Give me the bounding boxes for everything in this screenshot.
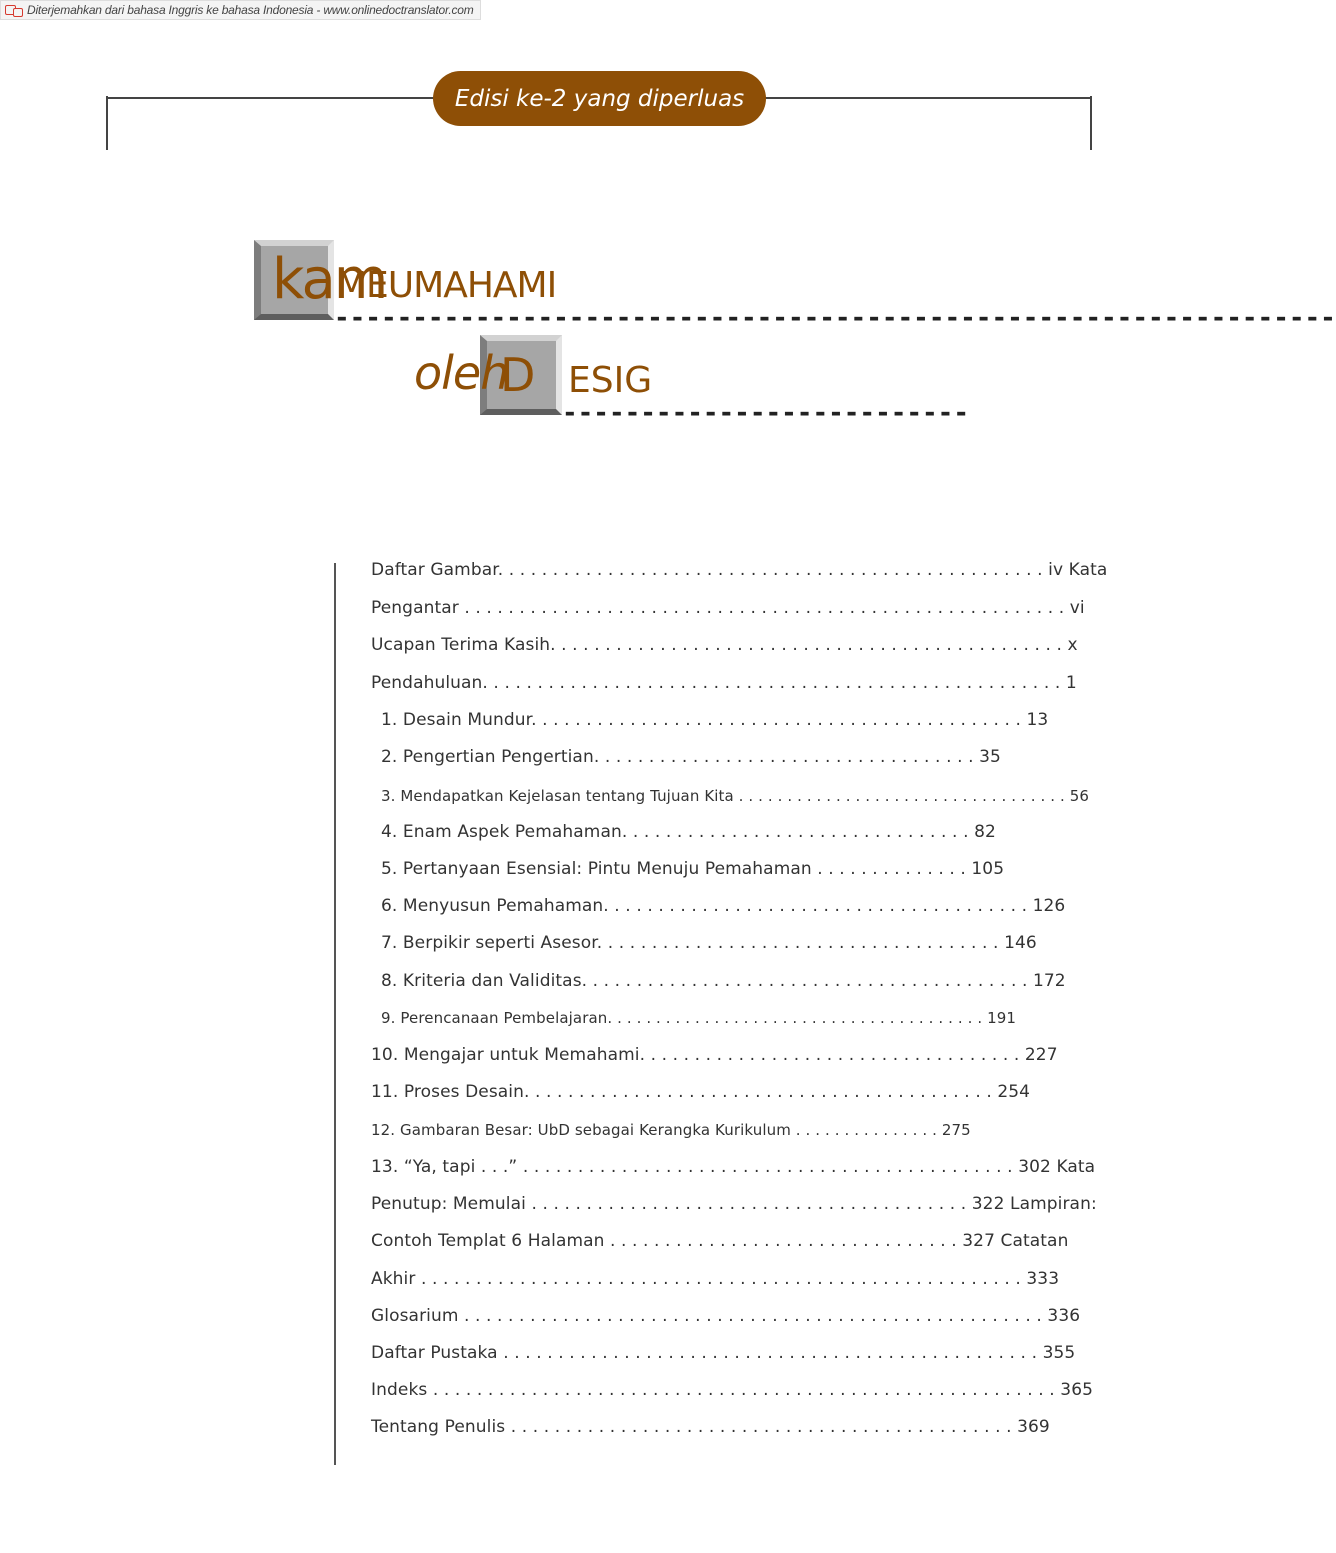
toc-entry: 9. Perencanaan Pembelajaran. . . . . . . . . . . . . . . . . . . . . . . . . . . . . . . . . . . . . . . 191	[381, 1009, 1017, 1027]
toc-entry: 7. Berpikir seperti Asesor. . . . . . . . . . . . . . . . . . . . . . . . . . . . . . . . . . . . . 146	[381, 933, 1037, 953]
frame-top-left	[106, 97, 438, 99]
toc-entry: Tentang Penulis . . . . . . . . . . . . . . . . . . . . . . . . . . . . . . . . . . . . . . . . . . . . . . 369	[371, 1417, 1050, 1437]
toc-entry: 6. Menyusun Pemahaman. . . . . . . . . . . . . . . . . . . . . . . . . . . . . . . . . . . . . . . 126	[381, 896, 1066, 916]
title-part-a: kam	[272, 247, 387, 312]
toc-entry: 13. “Ya, tapi . . .” . . . . . . . . . . . . . . . . . . . . . . . . . . . . . . . . . . . . . . . . . . . . . 302 Kata	[371, 1157, 1096, 1177]
toc-entry: Indeks . . . . . . . . . . . . . . . . . . . . . . . . . . . . . . . . . . . . . . . . . . . . . . . . . . . . . . . . . 365	[371, 1380, 1094, 1400]
toc-entry: 3. Mendapatkan Kejelasan tentang Tujuan Kita . . . . . . . . . . . . . . . . . . . . . . . . . . . . . . . . . . 56	[381, 787, 1089, 805]
title-part-c: oleh	[414, 346, 509, 400]
toc-entry: Daftar Gambar. . . . . . . . . . . . . . . . . . . . . . . . . . . . . . . . . . . . . . . . . . . . . . . . . . iv Kata	[371, 560, 1108, 580]
toc-entry: 10. Mengajar untuk Memahami. . . . . . . . . . . . . . . . . . . . . . . . . . . . . . . . . . . 227	[371, 1045, 1058, 1065]
toc-entry: Glosarium . . . . . . . . . . . . . . . . . . . . . . . . . . . . . . . . . . . . . . . . . . . . . . . . . . . . . 336	[371, 1306, 1081, 1326]
frame-right-edge	[1090, 96, 1092, 150]
edition-badge: Edisi ke-2 yang diperluas	[433, 71, 766, 126]
toc-entry: Daftar Pustaka . . . . . . . . . . . . . . . . . . . . . . . . . . . . . . . . . . . . . . . . . . . . . . . . . 355	[371, 1343, 1076, 1363]
toc-entry: 2. Pengertian Pengertian. . . . . . . . . . . . . . . . . . . . . . . . . . . . . . . . . . . 35	[381, 747, 1001, 767]
toc-entry: Penutup: Memulai . . . . . . . . . . . . . . . . . . . . . . . . . . . . . . . . . . . . . . . . 322 Lampiran:	[371, 1194, 1097, 1214]
toc-vertical-rule	[334, 563, 336, 1465]
translator-banner[interactable]	[0, 0, 481, 20]
toc-entry: 8. Kriteria dan Validitas. . . . . . . . . . . . . . . . . . . . . . . . . . . . . . . . . . . . . . . . . 172	[381, 971, 1066, 991]
frame-top-right	[760, 97, 1092, 99]
title-part-b: MEUMAHAMI	[336, 265, 557, 306]
toc-entry: Pendahuluan. . . . . . . . . . . . . . . . . . . . . . . . . . . . . . . . . . . . . . . . . . . . . . . . . . . . . 1	[371, 673, 1077, 693]
toc-entry: 12. Gambaran Besar: UbD sebagai Kerangka Kurikulum . . . . . . . . . . . . . . . 275	[371, 1121, 971, 1139]
translator-banner-text: Diterjemahkan dari bahasa Inggris ke bahasa Indonesia - www.onlinedoctranslator.com	[27, 3, 474, 17]
toc-entry: 11. Proses Desain. . . . . . . . . . . . . . . . . . . . . . . . . . . . . . . . . . . . . . . . . . . 254	[371, 1082, 1031, 1102]
translate-icon	[5, 4, 23, 16]
toc-entry: Akhir . . . . . . . . . . . . . . . . . . . . . . . . . . . . . . . . . . . . . . . . . . . . . . . . . . . . . . . 333	[371, 1269, 1060, 1289]
toc-entry: Contoh Templat 6 Halaman . . . . . . . . . . . . . . . . . . . . . . . . . . . . . . . . 327 Catatan	[371, 1231, 1069, 1251]
toc-entry: 4. Enam Aspek Pemahaman. . . . . . . . . . . . . . . . . . . . . . . . . . . . . . . . 82	[381, 822, 996, 842]
title-underline-1: ----------------------------------------------------------------	[334, 303, 1336, 333]
title-underline-2: --------------------------	[562, 398, 969, 428]
title-part-e: ESIG	[568, 360, 653, 401]
toc-entry: 1. Desain Mundur. . . . . . . . . . . . . . . . . . . . . . . . . . . . . . . . . . . . . . . . . . . . . 13	[381, 710, 1049, 730]
toc-entry: Ucapan Terima Kasih. . . . . . . . . . . . . . . . . . . . . . . . . . . . . . . . . . . . . . . . . . . . . . . x	[371, 635, 1078, 655]
toc-entry: Pengantar . . . . . . . . . . . . . . . . . . . . . . . . . . . . . . . . . . . . . . . . . . . . . . . . . . . . . . . vi	[371, 598, 1085, 618]
frame-left-edge	[106, 96, 108, 150]
toc-entry: 5. Pertanyaan Esensial: Pintu Menuju Pemahaman . . . . . . . . . . . . . . 105	[381, 859, 1005, 879]
title-part-d: D	[500, 348, 536, 402]
